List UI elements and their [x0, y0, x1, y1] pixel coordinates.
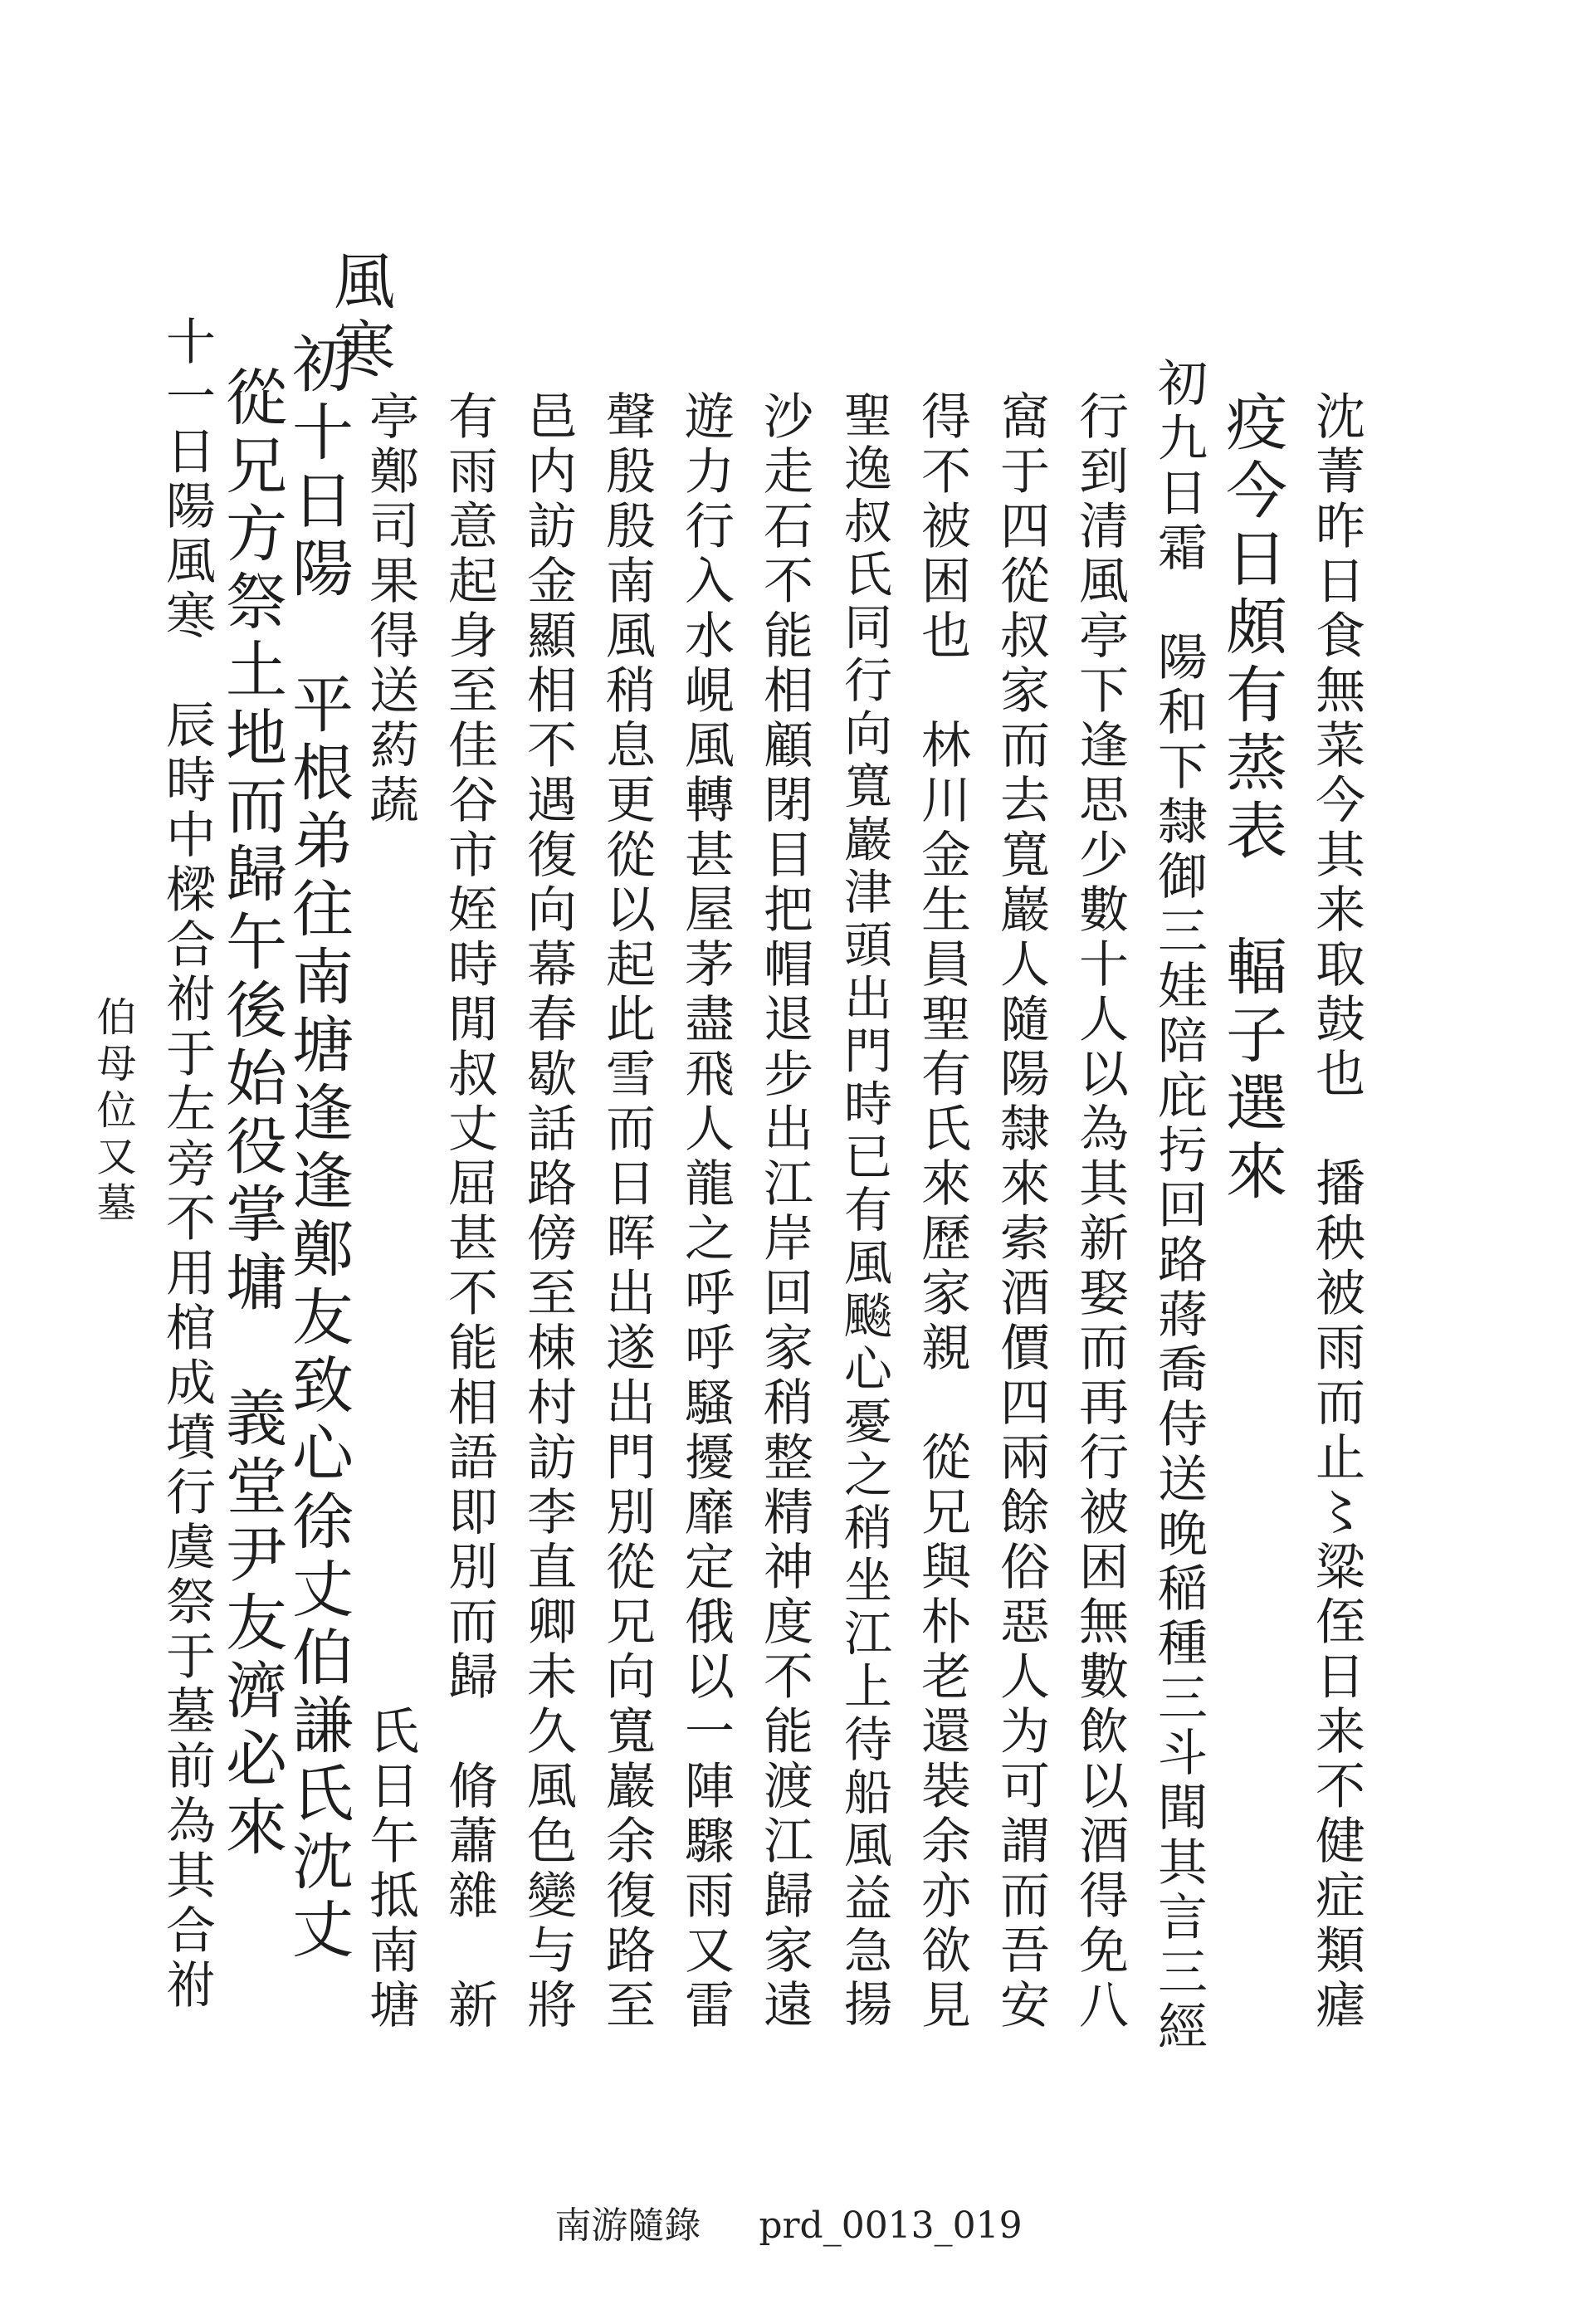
page-id: prd_0013_019	[759, 2204, 1023, 2247]
text-column-14: 初十日陽 平根弟往南塘逢逢鄭友致心徐丈伯謙氏沈丈	[282, 332, 354, 1965]
text-column-1: 沈菁昨日食無菜今其来取鼓也 播秧被雨而止〻粱侄日来不健症類瘧	[1307, 390, 1365, 2034]
text-column-3: 初九日霜 陽和下隸御三娃陪庇扝回路蔣喬侍送晚稲種三斗聞其言三經	[1150, 357, 1208, 2055]
text-column-4: 行到清風亭下逢思少數十人以為其新娶而再行被困無數飲以酒得免八	[1071, 390, 1129, 2034]
text-column-17: 伯母位又墓	[90, 996, 136, 1228]
text-column-13: 亭鄭司果得送葯蔬 氏日午抵南塘	[361, 390, 419, 2034]
text-column-15: 從兄方祭土地而歸午後始役掌墉 義堂尹友濟必來	[216, 365, 287, 1863]
text-column-12: 有雨意起身至佳谷市姪時閒叔丈屈甚不能相語即別而歸 脩蕭雜 新	[440, 390, 498, 2034]
book-title: 南游隨錄	[554, 2204, 701, 2247]
page-footer	[0, 2195, 1577, 2248]
text-column-16: 十一日陽風寒 辰時中樑合祔于左旁不用棺成墳行虞祭于墓前為其合祔	[158, 315, 216, 2014]
text-column-10: 聲殷殷南風稍息更從以起此雪而日晖出遂出門別從兄向寬巖余復路至	[598, 390, 656, 2034]
text-column-7: 聖逸叔氏同行向寬巖津頭出門時已有風飈心憂之稍坐江上待船風益急揚	[836, 390, 892, 2032]
text-column-8: 沙走石不能相顧閉目把帽退步出江岸回家稍整精神度不能渡江歸家遠	[755, 390, 813, 2034]
text-column-5: 窩于四從叔家而去寬巖人隨陽隸來索酒價四兩餘俗惡人为可謂而吾安	[992, 390, 1050, 2034]
text-column-2: 疫今日頗有蒸表 輻子選來	[1216, 390, 1287, 1207]
text-column-6: 得不被困也 林川金生員聖有氏來歷家親 從兄與朴老還裝余亦欲見	[913, 390, 971, 2034]
text-column-11: 邑内訪金顯相不遇復向幕春歇話路傍至梀村訪李直卿未久風色變与將	[519, 390, 577, 2034]
text-column-9: 遊力行入水峴風轉甚屋茅盡飛人龍之呼呼騷擾靡定俄以一陣驟雨又雷	[676, 390, 735, 2034]
text-column-18: 風寒	[324, 249, 395, 385]
